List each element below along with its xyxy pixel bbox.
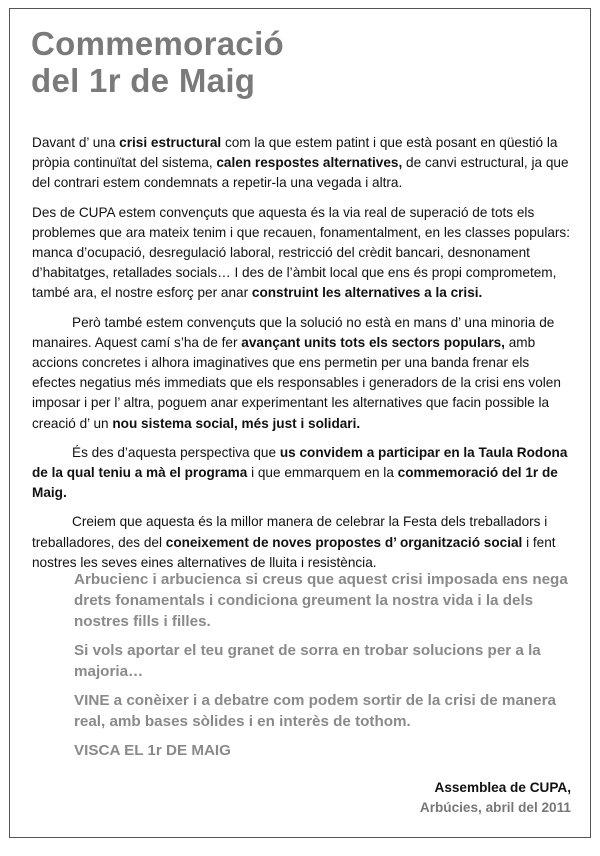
- appeal-line-2: Si vols aportar el teu granet de sorra en trobar solucions per a la majoria…: [74, 642, 541, 680]
- emphasis-text: us convidem a participar en la Taula Rodona de la qual teniu a mà el programa: [32, 444, 568, 481]
- emphasis-text: coneixement de noves propostes d’ organització social: [165, 534, 523, 550]
- paragraph-text: Però també estem convençuts que la solució no està en mans d’ una minoria de manaires. Aquest camí s’ha de fer: [32, 314, 555, 350]
- appeal-line-4: VISCA EL 1r DE MAIG: [74, 742, 231, 759]
- appeal-block: [74, 569, 574, 769]
- paragraph-text: Creiem que aquesta és la millor manera de celebrar la Festa dels treballadors i treballadores, des del: [32, 514, 548, 550]
- emphasis-text: crisi estructural: [119, 135, 222, 150]
- flyer-title-line-2: del 1r de Maig: [31, 62, 256, 99]
- paragraph-text: Davant d’ una: [32, 135, 120, 150]
- paragraph-text: Des de CUPA estem convençuts que aquesta és la via real de superació de tots els problemes que ara mateix tenim i que recauen, fonamentalment, en les classes populars: manca d’ocupació, desregulació laboral, restricció del crèdit bancari, desnonament d’habitatges, retallades socials… I des de l’àmbit local que ens és propi comprometem, també ara, el nostre esforç per anar: [32, 204, 571, 301]
- body-paragraph-4: [32, 443, 572, 504]
- signature-block: [420, 778, 571, 818]
- signature-organization: Assemblea de CUPA,: [434, 780, 571, 795]
- paragraph-text: i que emmarquem en la: [247, 465, 398, 481]
- body-text: [32, 133, 572, 582]
- flyer-page: [9, 8, 591, 838]
- emphasis-text: commemoració del 1r de Maig.: [32, 465, 558, 501]
- paragraph-text: de canvi estructural, ja que del contrari estem condemnats a repetir-la una vegada i altra.: [32, 155, 569, 191]
- paragraph-text: i fent nostres les seves eines alternatives de lluita i resistència.: [32, 534, 556, 570]
- emphasis-text: calen respostes alternatives,: [216, 155, 403, 171]
- appeal-line-3: VINE a conèixer i a debatre com podem sortir de la crisi de manera real, amb bases sòlides i en interès de tothom.: [74, 692, 556, 730]
- paragraph-text: És des d’aquesta perspectiva que: [72, 444, 280, 460]
- emphasis-text: construint les alternatives a la crisi.: [251, 285, 483, 301]
- appeal-line-1: Arbucienc i arbucienca si creus que aquest crisi imposada ens nega drets fonamentals i condiciona greument la nostra vida i la dels nostres fills i filles.: [74, 571, 568, 630]
- paragraph-text: com la que estem patint i que està posant en qüestió la pròpia continuïtat del sistema,: [32, 135, 558, 171]
- body-paragraph-3: [32, 313, 572, 434]
- emphasis-text: nou sistema social, més just i solidari.: [112, 415, 361, 431]
- flyer-title-line-1: Commemoració: [31, 25, 285, 62]
- flyer-title: [31, 25, 284, 99]
- body-paragraph-2: [32, 203, 572, 304]
- paragraph-text: amb accions concretes i alhora imaginatives que ens permetin per una banda frenar els efectes negatius més immediats que els responsables i generadors de la crisi ens volen imposar i per l’ altra, poguem anar experimentant les alternatives que facin possible la creació d’ un: [32, 334, 561, 431]
- body-paragraph-5: [32, 512, 572, 573]
- body-paragraph-1: [32, 133, 572, 194]
- signature-place-date: Arbúcies, abril del 2011: [419, 800, 571, 815]
- emphasis-text: avançant units tots els sectors populars,: [241, 334, 505, 350]
